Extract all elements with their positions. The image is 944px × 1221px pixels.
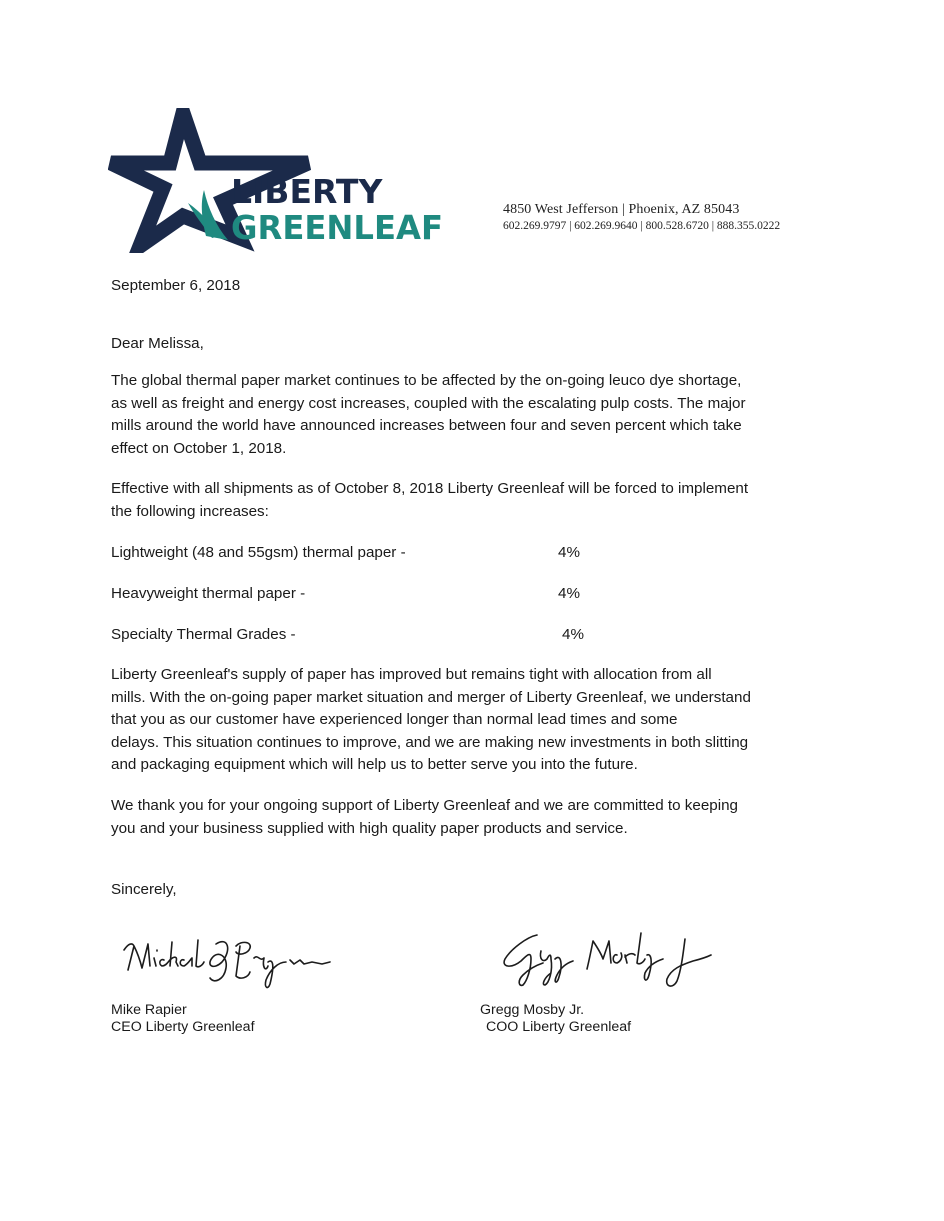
paragraph-line: Liberty Greenleaf's supply of paper has improved but remains tight with allocation from all: [111, 666, 712, 683]
increase-value: 4%: [562, 626, 584, 643]
company-address: [503, 202, 780, 232]
paragraph-line: We thank you for your ongoing support of Liberty Greenleaf and we are committed to keeping: [111, 797, 738, 814]
company-logo: [108, 108, 453, 253]
paragraph-line: mills. With the on-going paper market situation and merger of Liberty Greenleaf, we understand: [111, 688, 751, 706]
paragraph-thanks: [111, 795, 841, 840]
paragraph-line: and packaging equipment which will help us to better serve you into the future.: [111, 756, 638, 774]
increase-value: 4%: [558, 544, 580, 561]
paragraph-line: you and your business supplied with high quality paper products and service.: [111, 819, 628, 837]
signature-coo-icon: [497, 925, 712, 997]
signature-ceo-icon: [118, 932, 333, 992]
paragraph-line: Effective with all shipments as of October 8, 2018 Liberty Greenleaf will be forced to implement: [111, 480, 749, 497]
letter-closing: Sincerely,: [111, 881, 177, 898]
signer-title: CEO Liberty Greenleaf: [111, 1019, 255, 1035]
paragraph-line: effect on October 1, 2018.: [111, 439, 287, 457]
liberty-greenleaf-logo-icon: [108, 108, 453, 253]
increase-item: [111, 583, 580, 605]
signer-name: Gregg Mosby Jr.: [480, 1002, 585, 1018]
letter-date: September 6, 2018: [111, 277, 241, 294]
letter-salutation: Dear Melissa,: [111, 335, 204, 352]
signature-coo: [497, 925, 712, 997]
paragraph-line: the following increases:: [111, 502, 269, 520]
paragraph-line: mills around the world have announced increases between four and seven percent which take: [111, 417, 742, 435]
increase-item: [111, 624, 584, 646]
logo-text-liberty: LIBERTY: [231, 172, 383, 211]
paragraph-line: as well as freight and energy cost increases, coupled with the escalating pulp costs. The major: [111, 394, 746, 412]
increase-value: 4%: [558, 585, 580, 602]
paragraph-market: [111, 370, 841, 460]
address-phones: 602.269.9797 | 602.269.9640 | 800.528.6720 | 888.355.0222: [503, 220, 781, 232]
signer-coo: [480, 1002, 631, 1036]
increase-label: Heavyweight thermal paper -: [111, 585, 306, 602]
paragraph-line: delays. This situation continues to improve, and we are making new investments in both slitting: [111, 733, 749, 751]
logo-text-greenleaf: GREENLEAF: [231, 208, 443, 247]
signer-title: COO Liberty Greenleaf: [486, 1019, 632, 1035]
paragraph-supply: [111, 664, 841, 777]
signature-ceo: [118, 932, 333, 992]
signer-ceo: [111, 1002, 255, 1036]
paragraph-line: that you as our customer have experienced longer than normal lead times and some: [111, 711, 678, 729]
signer-name: Mike Rapier: [111, 1002, 187, 1018]
increase-item: [111, 542, 580, 564]
address-street: 4850 West Jefferson | Phoenix, AZ 85043: [503, 202, 740, 217]
paragraph-line: The global thermal paper market continues to be affected by the on-going leuco dye shortage,: [111, 372, 742, 389]
increase-label: Specialty Thermal Grades -: [111, 626, 296, 643]
increase-label: Lightweight (48 and 55gsm) thermal paper -: [111, 544, 406, 561]
paragraph-effective: [111, 478, 841, 523]
